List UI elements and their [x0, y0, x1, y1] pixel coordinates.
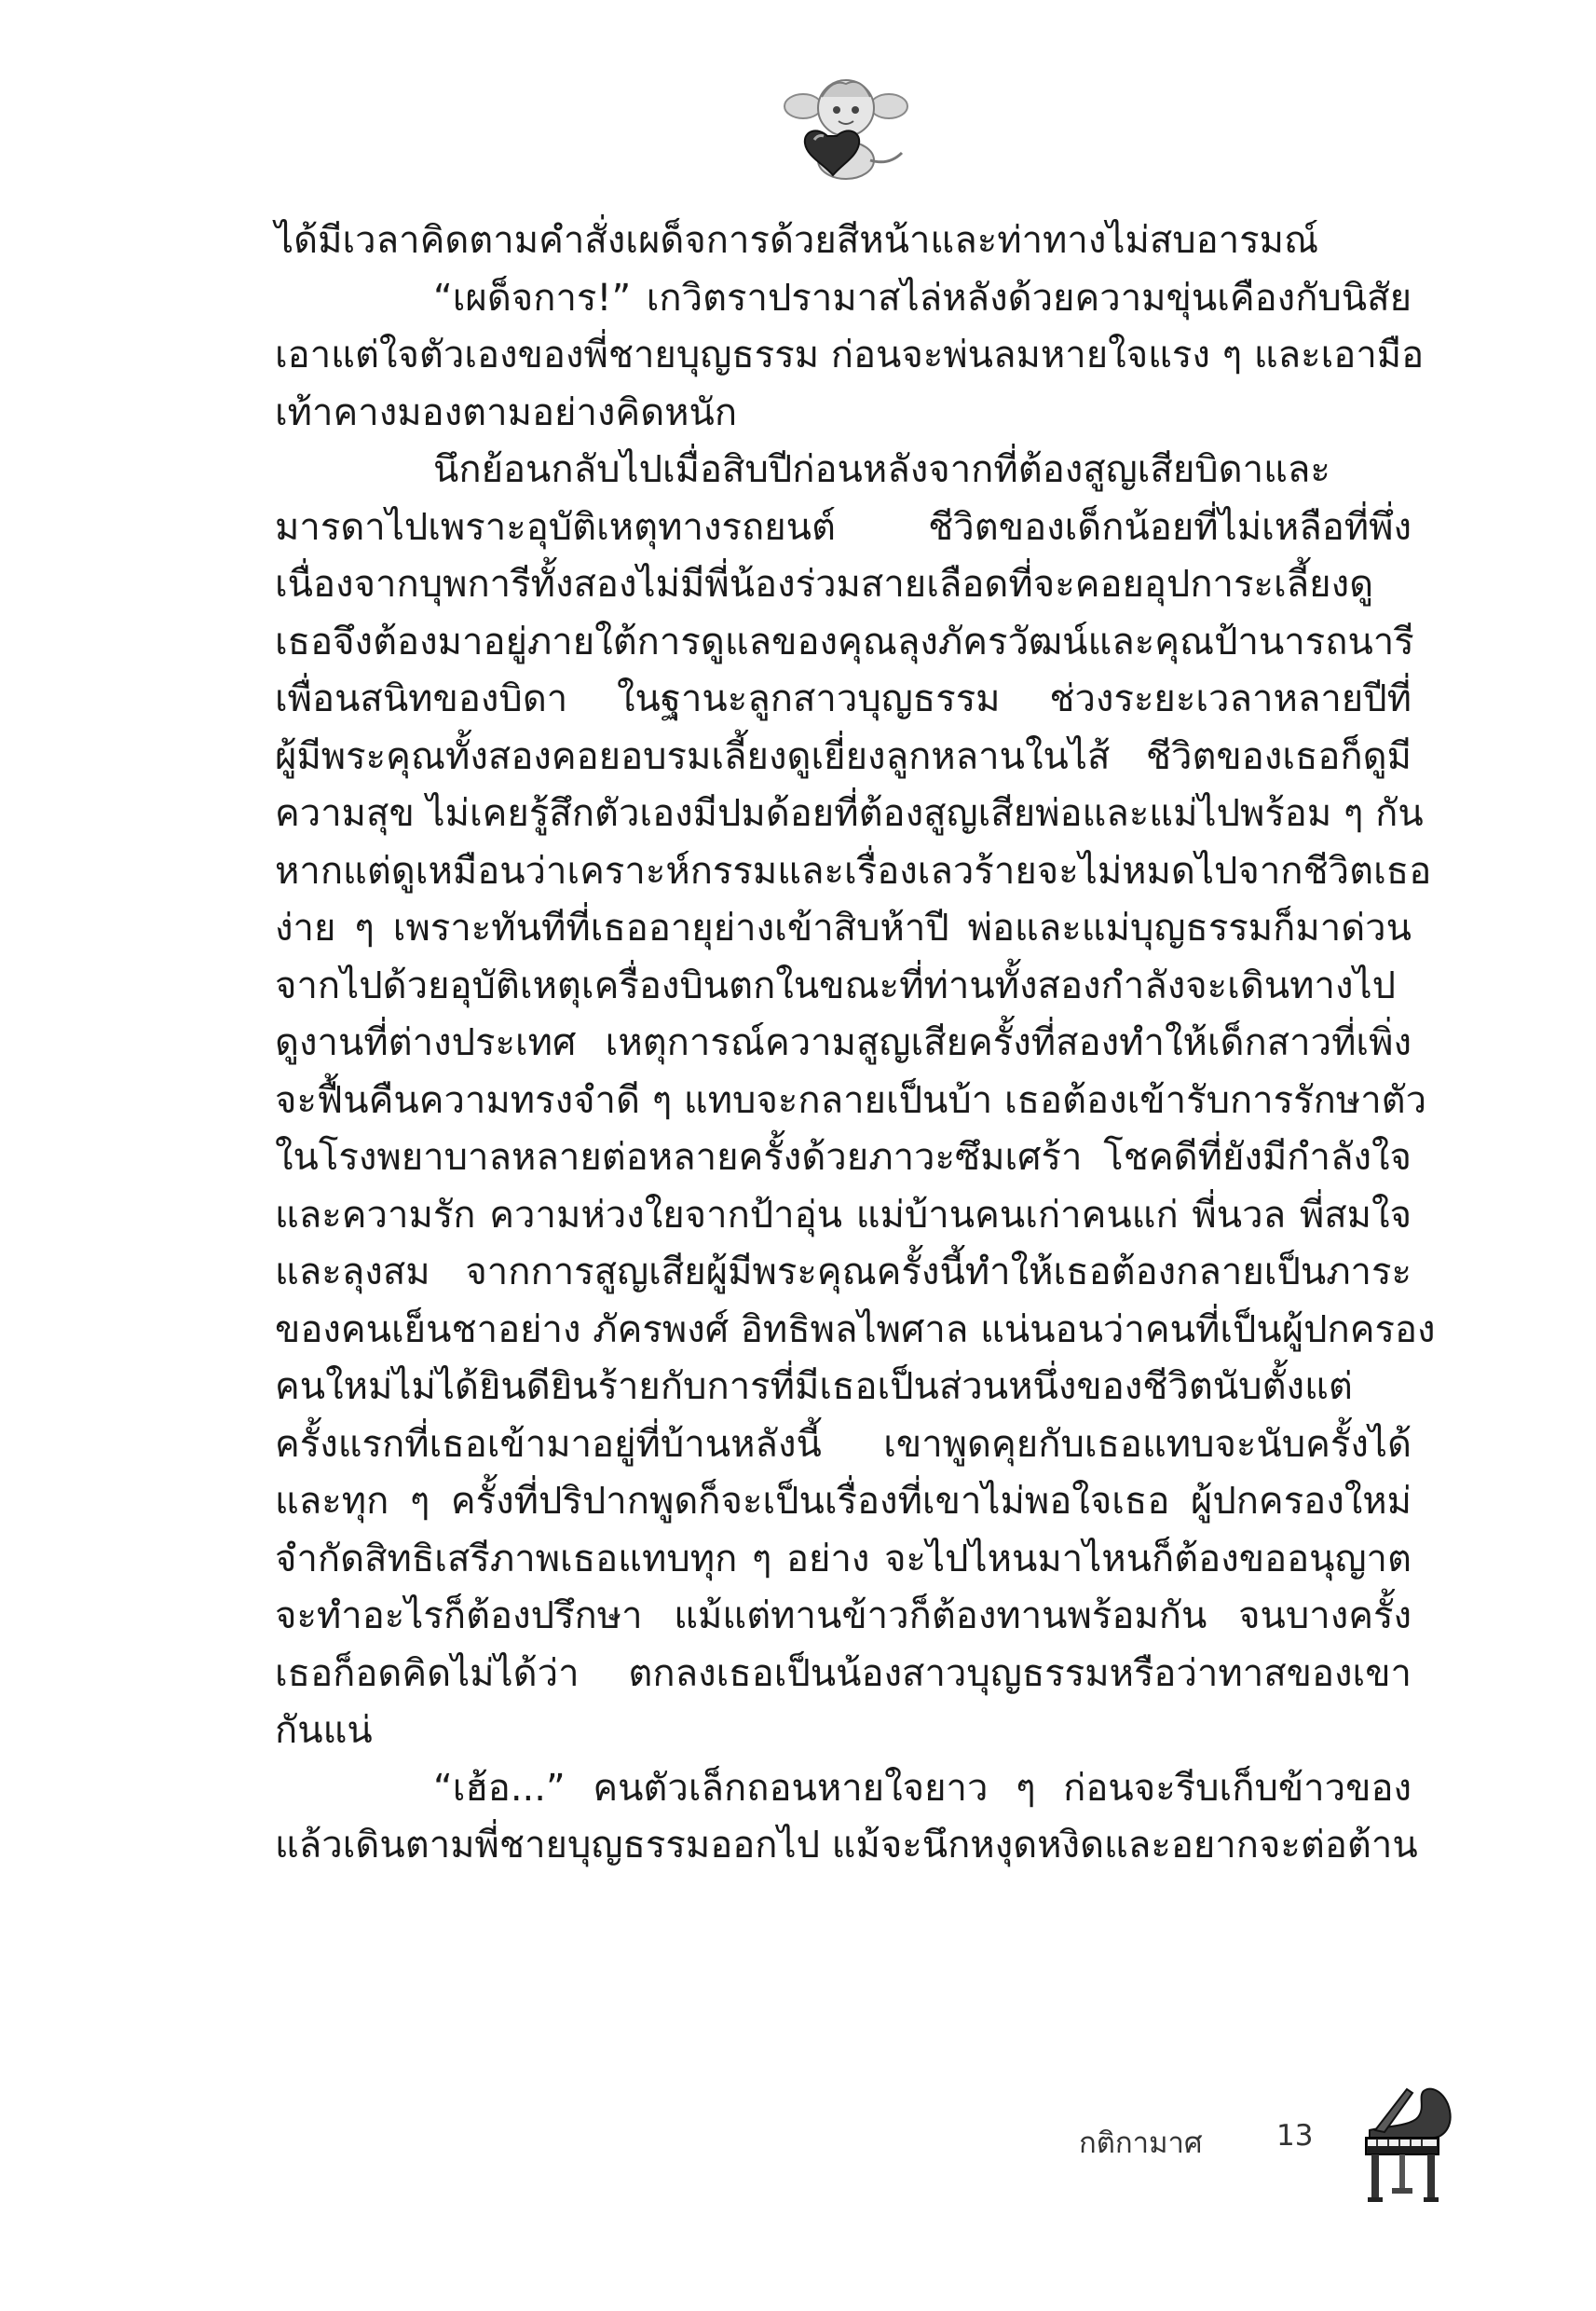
- text-line: และความรัก ความห่วงใยจากป้าอุ่น แม่บ้านคนเก่าคนแก่ พี่นวล พี่สมใจ: [275, 1193, 1412, 1237]
- text-line: “เฮ้อ...” คนตัวเล็กถอนหายใจยาว ๆ ก่อนจะรีบเก็บข้าวของ: [433, 1766, 1412, 1810]
- text-line: กันแน่: [275, 1709, 373, 1752]
- text-line: นึกย้อนกลับไปเมื่อสิบปีก่อนหลังจากที่ต้องสูญเสียบิดาและ: [433, 448, 1330, 491]
- text-line: มารดาไปเพราะอุบัติเหตุทางรถยนต์ ชีวิตของเด็กน้อยที่ไม่เหลือที่พึ่ง: [275, 505, 1412, 549]
- text-line: ความสุข ไม่เคยรู้สึกตัวเองมีปมด้อยที่ต้องสูญเสียพ่อและแม่ไปพร้อม ๆ กัน: [275, 792, 1424, 835]
- text-line: คนใหม่ไม่ได้ยินดียินร้ายกับการที่มีเธอเป็นส่วนหนึ่งของชีวิตนับตั้งแต่: [275, 1365, 1353, 1408]
- text-line: จากไปด้วยอุบัติเหตุเครื่องบินตกในขณะที่ท่านทั้งสองกำลังจะเดินทางไป: [275, 964, 1397, 1007]
- text-line: ครั้งแรกที่เธอเข้ามาอยู่ที่บ้านหลังนี้ เขาพูดคุยกับเธอแทบจะนับครั้งได้: [275, 1422, 1412, 1466]
- text-line: แล้วเดินตามพี่ชายบุญธรรมออกไป แม้จะนึกหงุดหงิดและอยากจะต่อต้าน: [275, 1824, 1418, 1867]
- text-line: “เผด็จการ!” เกวิตราปรามาสไล่หลังด้วยความขุ่นเคืองกับนิสัย: [433, 276, 1412, 320]
- grand-piano-icon: [1351, 2084, 1465, 2207]
- text-line: เนื่องจากบุพการีทั้งสองไม่มีพี่น้องร่วมสายเลือดที่จะคอยอุปการะเลี้ยงดู: [275, 563, 1374, 606]
- text-line: ในโรงพยาบาลหลายต่อหลายครั้งด้วยภาวะซึมเศร้า โชคดีที่ยังมีกำลังใจ: [275, 1136, 1412, 1179]
- text-line: เท้าคางมองตามอย่างคิดหนัก: [275, 390, 738, 434]
- text-line: เธอก็อดคิดไม่ได้ว่า ตกลงเธอเป็นน้องสาวบุญธรรมหรือว่าทาสของเขา: [275, 1651, 1412, 1695]
- text-line: และลุงสม จากการสูญเสียผู้มีพระคุณครั้งนี้ทำให้เธอต้องกลายเป็นภาระ: [275, 1251, 1412, 1293]
- text-line: เอาแต่ใจตัวเองของพี่ชายบุญธรรม ก่อนจะพ่นลมหายใจแรง ๆ และเอามือ: [275, 334, 1425, 376]
- cupid-holding-heart-icon: [781, 75, 911, 186]
- book-title: กติกามาศ: [1079, 2126, 1203, 2160]
- story-body: [275, 212, 1436, 1875]
- text-line: จำกัดสิทธิเสรีภาพเธอแทบทุก ๆ อย่าง จะไปไหนมาไหนก็ต้องขออนุญาต: [275, 1537, 1412, 1580]
- text-line: หากแต่ดูเหมือนว่าเคราะห์กรรมและเรื่องเลวร้ายจะไม่หมดไปจากชีวิตเธอ: [275, 849, 1432, 893]
- text-line: ผู้มีพระคุณทั้งสองคอยอบรมเลี้ยงดูเยี่ยงลูกหลานในไส้ ชีวิตของเธอก็ดูมี: [275, 734, 1412, 778]
- text-line: เพื่อนสนิทของบิดา ในฐานะลูกสาวบุญธรรม ช่วงระยะเวลาหลายปีที่: [275, 677, 1412, 720]
- text-line: ง่าย ๆ เพราะทันทีที่เธออายุย่างเข้าสิบห้าปี พ่อและแม่บุญธรรมก็มาด่วน: [275, 907, 1412, 950]
- text-line: จะทำอะไรก็ต้องปรึกษา แม้แต่ทานข้าวก็ต้องทานพร้อมกัน จนบางครั้ง: [275, 1594, 1412, 1637]
- text-line: จะฟื้นคืนความทรงจำดี ๆ แทบจะกลายเป็นบ้า เธอต้องเข้ารับการรักษาตัว: [275, 1078, 1427, 1122]
- text-line: ดูงานที่ต่างประเทศ เหตุการณ์ความสูญเสียครั้งที่สองทำให้เด็กสาวที่เพิ่ง: [275, 1021, 1412, 1064]
- text-line: ของคนเย็นชาอย่าง ภัครพงศ์ อิทธิพลไพศาล แน่นอนว่าคนที่เป็นผู้ปกครอง: [275, 1307, 1436, 1351]
- text-line: เธอจึงต้องมาอยู่ภายใต้การดูแลของคุณลุงภัครวัฒน์และคุณป้านารถนารี: [275, 620, 1414, 663]
- page-number: 13: [1276, 2119, 1314, 2153]
- text-line: ได้มีเวลาคิดตามคำสั่งเผด็จการด้วยสีหน้าและท่าทางไม่สบอารมณ์: [275, 219, 1319, 262]
- text-line: และทุก ๆ ครั้งที่ปริปากพูดก็จะเป็นเรื่องที่เขาไม่พอใจเธอ ผู้ปกครองใหม่: [275, 1480, 1412, 1523]
